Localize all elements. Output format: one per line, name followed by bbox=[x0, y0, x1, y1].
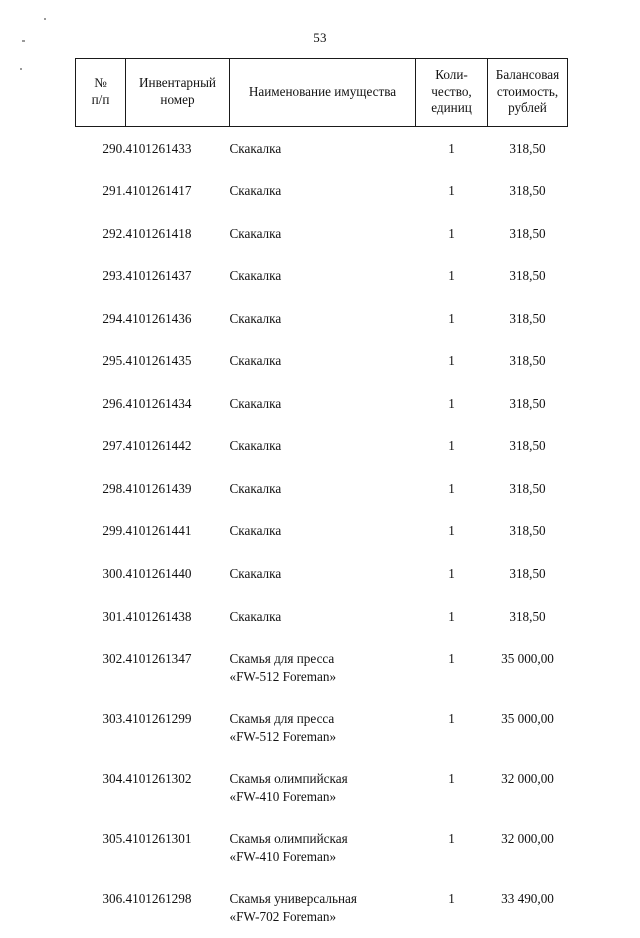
header-quantity-line2: чество, bbox=[431, 83, 472, 99]
cell-number: 290. bbox=[102, 140, 126, 156]
cell-quantity: 1 bbox=[448, 225, 455, 241]
cell-name bbox=[230, 817, 416, 877]
header-inventory bbox=[126, 59, 230, 127]
cell-number: 294. bbox=[102, 310, 126, 326]
table-row bbox=[76, 637, 568, 697]
cell-name-line1: Скакалка bbox=[229, 565, 282, 581]
table-body bbox=[76, 126, 568, 938]
table-row bbox=[76, 254, 568, 297]
table-row bbox=[76, 169, 568, 212]
cell-name-line2: «FW-702 Foreman» bbox=[229, 908, 337, 924]
cell-cost: 318,50 bbox=[509, 395, 546, 411]
cell-number: 291. bbox=[102, 183, 126, 199]
cell-number: 304. bbox=[102, 771, 126, 787]
table-row bbox=[76, 595, 568, 638]
cell-name-line1: Скамья для пресса bbox=[229, 711, 335, 727]
cell-name-line1: Скакалка bbox=[229, 608, 282, 624]
cell-quantity: 1 bbox=[448, 480, 455, 496]
cell-name-line1: Скакалка bbox=[229, 225, 282, 241]
cell-name-line1: Скакалка bbox=[229, 480, 282, 496]
cell-name bbox=[230, 424, 416, 467]
cell-name-line1: Скамья для пресса bbox=[229, 651, 335, 667]
cell-inventory: 4101261418 bbox=[125, 225, 192, 241]
header-cost-line1: Балансовая bbox=[495, 67, 560, 82]
cell-name-line1: Скакалка bbox=[229, 310, 282, 326]
inventory-table bbox=[75, 58, 568, 938]
header-quantity-line1: Коли- bbox=[435, 67, 468, 82]
cell-name-line2: «FW-512 Foreman» bbox=[229, 728, 337, 744]
table-row bbox=[76, 552, 568, 595]
cell-number: 295. bbox=[102, 353, 126, 369]
cell-cost: 318,50 bbox=[509, 438, 546, 454]
cell-name bbox=[230, 467, 416, 510]
table-row bbox=[76, 424, 568, 467]
table-row bbox=[76, 877, 568, 937]
scan-speck bbox=[20, 68, 22, 70]
cell-name bbox=[230, 254, 416, 297]
cell-cost: 32 000,00 bbox=[501, 771, 554, 787]
cell-name-line1: Скамья универсальная bbox=[229, 891, 357, 907]
cell-cost: 318,50 bbox=[509, 225, 546, 241]
cell-name-line2: «FW-410 Foreman» bbox=[229, 788, 337, 804]
cell-inventory: 4101261437 bbox=[125, 268, 192, 284]
header-name: Наименование имущества bbox=[230, 59, 416, 127]
cell-name bbox=[230, 509, 416, 552]
table-row bbox=[76, 339, 568, 382]
cell-quantity: 1 bbox=[448, 771, 455, 787]
cell-inventory: 4101261298 bbox=[125, 891, 192, 907]
cell-inventory: 4101261301 bbox=[125, 831, 192, 847]
header-quantity-line3: единиц bbox=[431, 100, 472, 115]
cell-cost: 32 000,00 bbox=[501, 831, 554, 847]
cell-cost: 318,50 bbox=[509, 183, 546, 199]
cell-quantity: 1 bbox=[448, 651, 455, 667]
cell-quantity: 1 bbox=[448, 608, 455, 624]
cell-inventory: 4101261299 bbox=[125, 711, 192, 727]
cell-cost: 318,50 bbox=[509, 310, 546, 326]
scan-speck bbox=[44, 18, 46, 20]
page-number: 53 bbox=[313, 30, 327, 45]
cell-name-line1: Скакалка bbox=[229, 523, 282, 539]
cell-number: 293. bbox=[102, 268, 126, 284]
cell-inventory: 4101261302 bbox=[125, 771, 192, 787]
cell-inventory: 4101261417 bbox=[125, 183, 192, 199]
table-row bbox=[76, 467, 568, 510]
header-number-line2: п/п bbox=[91, 91, 110, 107]
cell-number: 305. bbox=[102, 831, 126, 847]
cell-name bbox=[230, 757, 416, 817]
cell-inventory: 4101261442 bbox=[125, 438, 192, 454]
table-header-row bbox=[76, 59, 568, 127]
cell-name bbox=[230, 297, 416, 340]
cell-inventory: 4101261439 bbox=[125, 480, 192, 496]
cell-number: 298. bbox=[102, 480, 126, 496]
cell-name-line1: Скакалка bbox=[229, 438, 282, 454]
table-row bbox=[76, 509, 568, 552]
cell-number: 292. bbox=[102, 225, 126, 241]
table-row bbox=[76, 127, 568, 170]
table-row bbox=[76, 817, 568, 877]
header-inventory-line2: номер bbox=[160, 91, 195, 107]
cell-name-line1: Скакалка bbox=[229, 268, 282, 284]
cell-number: 303. bbox=[102, 711, 126, 727]
cell-name bbox=[230, 595, 416, 638]
header-number bbox=[76, 59, 126, 127]
cell-quantity: 1 bbox=[448, 711, 455, 727]
cell-number: 301. bbox=[102, 608, 126, 624]
cell-name-line1: Скакалка bbox=[229, 395, 282, 411]
cell-number: 299. bbox=[102, 523, 126, 539]
cell-quantity: 1 bbox=[448, 268, 455, 284]
cell-cost: 33 490,00 bbox=[501, 891, 554, 907]
cell-name bbox=[230, 212, 416, 255]
cell-name-line1: Скакалка bbox=[229, 140, 282, 156]
cell-cost: 318,50 bbox=[509, 608, 546, 624]
cell-name bbox=[230, 552, 416, 595]
cell-quantity: 1 bbox=[448, 438, 455, 454]
cell-number: 297. bbox=[102, 438, 126, 454]
cell-cost: 318,50 bbox=[509, 353, 546, 369]
cell-inventory: 4101261433 bbox=[125, 140, 192, 156]
cell-cost: 35 000,00 bbox=[501, 711, 554, 727]
cell-quantity: 1 bbox=[448, 353, 455, 369]
cell-quantity: 1 bbox=[448, 831, 455, 847]
cell-name-line1: Скамья олимпийская bbox=[229, 831, 348, 847]
cell-name bbox=[230, 382, 416, 425]
cell-name bbox=[230, 169, 416, 212]
cell-name-line1: Скамья олимпийская bbox=[229, 771, 348, 787]
cell-cost: 35 000,00 bbox=[501, 651, 554, 667]
cell-quantity: 1 bbox=[448, 140, 455, 156]
cell-quantity: 1 bbox=[448, 310, 455, 326]
cell-inventory: 4101261441 bbox=[125, 523, 192, 539]
cell-name bbox=[230, 637, 416, 697]
cell-inventory: 4101261438 bbox=[125, 608, 192, 624]
cell-inventory: 4101261434 bbox=[125, 395, 192, 411]
cell-inventory: 4101261347 bbox=[125, 651, 192, 667]
header-inventory-line1: Инвентарный bbox=[139, 75, 216, 91]
cell-cost: 318,50 bbox=[509, 268, 546, 284]
cell-name bbox=[230, 877, 416, 937]
cell-number: 302. bbox=[102, 651, 126, 667]
cell-name bbox=[230, 339, 416, 382]
table-row bbox=[76, 697, 568, 757]
cell-quantity: 1 bbox=[448, 523, 455, 539]
cell-inventory: 4101261436 bbox=[125, 310, 192, 326]
table-row bbox=[76, 212, 568, 255]
cell-number: 306. bbox=[102, 891, 126, 907]
cell-quantity: 1 bbox=[448, 891, 455, 907]
cell-name-line2: «FW-410 Foreman» bbox=[229, 848, 337, 864]
cell-quantity: 1 bbox=[448, 395, 455, 411]
cell-cost: 318,50 bbox=[509, 140, 546, 156]
cell-name-line2: «FW-512 Foreman» bbox=[229, 668, 337, 684]
cell-number: 300. bbox=[102, 565, 126, 581]
table-row bbox=[76, 297, 568, 340]
cell-name-line1: Скакалка bbox=[229, 353, 282, 369]
header-cost bbox=[488, 59, 568, 127]
cell-name bbox=[230, 127, 416, 170]
header-number-line1: № bbox=[94, 75, 107, 91]
cell-name-line1: Скакалка bbox=[229, 183, 282, 199]
table-row bbox=[76, 757, 568, 817]
cell-quantity: 1 bbox=[448, 183, 455, 199]
cell-name bbox=[230, 697, 416, 757]
table-row bbox=[76, 382, 568, 425]
cell-cost: 318,50 bbox=[509, 480, 546, 496]
cell-inventory: 4101261440 bbox=[125, 565, 192, 581]
cell-inventory: 4101261435 bbox=[125, 353, 192, 369]
header-cost-line3: рублей bbox=[508, 100, 547, 115]
header-cost-line2: стоимость, bbox=[496, 83, 559, 99]
cell-cost: 318,50 bbox=[509, 565, 546, 581]
cell-quantity: 1 bbox=[448, 565, 455, 581]
cell-cost: 318,50 bbox=[509, 523, 546, 539]
cell-number: 296. bbox=[102, 395, 126, 411]
header-quantity bbox=[416, 59, 488, 127]
